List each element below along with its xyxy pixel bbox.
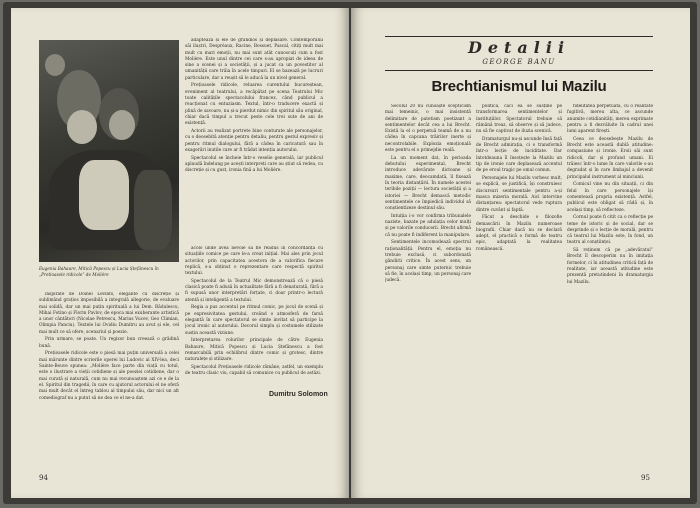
photo-caption: Eugenia Bahaure, Mitică Popescu și Lucia Ștefănescu în „Pretioasele ridicole” de Molière <box>39 266 159 277</box>
paragraph: Spectacolul Prețioasele ridicole rămâne, astfel, un exemplu de teatru clasic viu, capabil să comunice cu publicul de astăzi. <box>185 364 323 377</box>
paragraph: Spectacolul se încheie într-o veselie generală, iar publicul aplaudă îndelung pe acești interpreți care au știut să redea, cu discreție și cu gust, ironia fină a lui Molière. <box>185 155 323 174</box>
rubric-title: Detalii <box>467 38 571 57</box>
header-rule-top <box>385 36 653 37</box>
right-column-1 <box>385 104 471 466</box>
right-page <box>351 8 690 498</box>
byline: GEORGE BANU <box>482 58 556 66</box>
paragraph: Comicul vine nu din situații, ci din felul în care personajele își comentează propria existență. Astfel, publicul este obligat să râdă și, în același timp, să reflecteze. <box>567 182 653 213</box>
left-page <box>11 8 349 498</box>
magazine-spread <box>3 2 697 504</box>
paragraph: politică, căci ea se susține pe transformarea sentimentelor și instituțiilor. Spectatorul trebuie să rămână treaz, să observe și să judece, nu să fie captivat de iluzia scenică. <box>476 104 562 135</box>
paragraph: acolo unde avea nevoie să fie readus în concordanță cu situațiile comice pe care le-a creat inițial. Mai ales prin jocul actorilor, prin capacitatea acestora de a valorifica fiecare replică, s-a obținut o reprezentare care respectă spiritul textului. <box>185 246 323 277</box>
page-number-left: 94 <box>39 474 48 482</box>
header-rule-bottom <box>385 70 653 71</box>
article-author: Dumitru Solomon <box>269 391 328 398</box>
paragraph: Cornul poate fi citit ca o reflecție pe teme de istoric și de social, dar se desprinde și o lecție de morală, pentru că teatrul lui Mazilu este, în fond, un teatru al conștiinței. <box>567 215 653 246</box>
paragraph: Interpretarea rolurilor principale de către Eugenia Bahaure, Mitică Popescu și Lucia Ștefănescu a fost remarcabilă prin echilibrul dintre comic și grotesc, dintre naturalețe și stilizare. <box>185 338 323 363</box>
article-headline: Brechtianismul lui Mazilu <box>431 78 607 95</box>
paragraph: Dramaturgul nu-și ascunde însă față de Brecht admirația, ci o transformă într-o lecție de luciditate. Dar întotdeauna îl însoțește la Mazilu un tip de ironie care deplasează accentul de pe eroul tragic pe omul comun. <box>476 136 562 174</box>
paragraph: Spectacolul de la Teatrul Mic demonstrează că o piesă clasică poate fi adusă în actualitate fără a fi denaturată, fără a fi supusă unor interpretări forțate, ci doar printr-o lectură atentă și inteligentă a textului. <box>185 278 323 303</box>
left-column-2 <box>185 38 323 243</box>
paragraph: Personajele lui Mazilu vorbesc mult, se explică, se justifică, își construiesc discursuri sentimentale pentru a-și masca mizeria morală. Aici intervine distanțarea: spectatorul vede ruptura dintre cuvânt și faptă. <box>476 176 562 213</box>
right-column-3 <box>567 104 653 466</box>
paragraph: Regia a pus accentul pe ritmul comic, pe jocul de scenă și pe expresivitatea gestului, creând o atmosferă de farsă elegantă în care spectatorul se simte invitat să participe la jocul ironic al autorului. Decorul simplu și costumele stilizate susțin această viziune. <box>185 305 323 336</box>
paragraph: Să reținem că pe „adevăratul” Brecht îl descoperim nu în imitația formelor, ci în atitudinea critică față de realitate, iar această atitudine este prezentă pretutindeni în dramaturgia lui Mazilu. <box>567 248 653 285</box>
paragraph: fidelitatea perpetuată, cu o realitate fugitivă, mereu alta, ce ascunde anumite cotidianități, mereu exprimate pentru a fi dezvăluite în cadrul unei lumi aparent firești. <box>567 104 653 135</box>
paragraph: inspirate de Doinel Levints, elegante cu discreție și sublimând grațios imposibilă a integrală allegorie, de evaluare mai solidă, dar un mai puțin spirituală a lui Dem. Rădulescu, Mihai Fotino și Florin Pavlov, de epoca mai exuberante artistică a unor cântători (Nicolae Petrescu, Marius Vucev, Geo Climian, Olimpia Panciu). Textele lui Ovidiu Dumitru au avut și ele, cel mai mult ce să ofere, scenariul și poezie. <box>39 292 179 335</box>
paragraph: La un moment dat, în perioada debutului experimental, Brecht introduce adevărate dictoane și maxime, care, deocamdată, îl fixează în teoria distanțării. În numele acestei teribile poziții — lectura societății și a istoriei — Brecht demască metodic sentimentele ce împiedică individul să conștientizeze destinul său. <box>385 155 471 212</box>
paragraph: Secolul 20 nu cunoaște scepticism mai temeinic, o mai insistentă delimitare de patetism poetizant a sentimentelor decât cea a lui Brecht. Există la el o perpetuă teamă de a nu cădea în capcana trăirilor inerte și necontrolabile. Explozia emoțională este pentru el o primejdie reală. <box>385 104 471 154</box>
paragraph: Sentimentele incomodează spectrul raționalității. Pentru el, emoția nu trebuie exclusă, ci subordonată gândirii critice. În acest sens, un personaj care simte puternic trebuie să fie, în același timp, un personaj care judecă. <box>385 240 471 284</box>
right-column-2 <box>476 104 562 466</box>
left-column-3 <box>185 246 323 386</box>
paragraph: Făcut a deschide o filozofie demascării în Mazilu numeroase biografii. Chiar dacă nu se declară adept, el practică o formă de teatru epic, adaptată la realitatea românească. <box>476 215 562 252</box>
paragraph: Prețioasele ridicole este o piesă mai puțin universală a celei mai mărunte dintre scrierile operei lui Ludovic al XIV-lea, deci Sainte-Beuve spunea: „Molière face parte din viață cu totul, este o ilustrare a vieții cotidiene și ale poeziei cotidiene, dar o mai curată și naturală, cum nu mai recunoaștem azi ce e de la el. Spiritul din tragedii, în care cu ajutorul actorului el ne oferă mai mult decât el întreg tablou al timpului său, dar nici un alt comediograf nu a putut să ne dea ce el ne-a dat. <box>39 351 179 401</box>
paragraph: Ceea ce deosebește Mazilu de Brecht este această dublă atitudine: compasiune și ironie. Eroii săi sunt ridicoli, dar și profund umani. Ei trăiesc într-o lume în care valorile s-au degradat și în care limbajul a devenit principalul instrument al minciunii. <box>567 136 653 180</box>
page-number-right: 95 <box>641 474 650 482</box>
paragraph: Prin urmare, se poate. Un regizor bun creează o grădină bună. <box>39 337 179 349</box>
paragraph: adaptează și ele de grandios și deplasare. Contemporanii săi iluștri, Despréaux, Racine, Bossuet, Pascal, citiți mult mai mult cu mari emoții, nu mai sunt atât cunoscuți cum a fost Molière. Este unul dintre cei care s-au apropiat de ideea de sine a scenei și a societății, și a jucat ca un povestitor al umanității care trăia în acele timpuri. El se bazează pe lucruri particulare, dar a reușit să le aducă la un nivel general. <box>185 38 323 81</box>
stage-photo <box>39 40 179 262</box>
left-column-1 <box>39 292 179 468</box>
paragraph: Actorii au realizat portrete bine conturate ale personajelor, cu o deosebită atenție pentru detaliu, pentru gestul expresiv și pentru ritmul dialogului, fără a cădea în caricatură sau în exagerări inutile care ar fi trădat intenția autorului. <box>185 128 323 153</box>
paragraph: Prețioasele ridicole, reluarea curentului bucureștean, eveniment al teatrului, a recăpătat pe scena Teatrului Mic toate calitățile spectacolului francez, când publicul a reacționat cu entuziasm. Textul, într-o traducere exactă și plină de savoare, nu și-a pierdut nimic din spiritul său original, chiar dacă timpul a trecut peste cele trei sute de ani de existență. <box>185 83 323 127</box>
paragraph: Intuiția i-o vor confirma tribunalele naziste, bazate pe adulația celor mulți și pe valorile conducerii. Brecht afirmă că nu poate fi indiferent la manipulare. <box>385 213 471 238</box>
